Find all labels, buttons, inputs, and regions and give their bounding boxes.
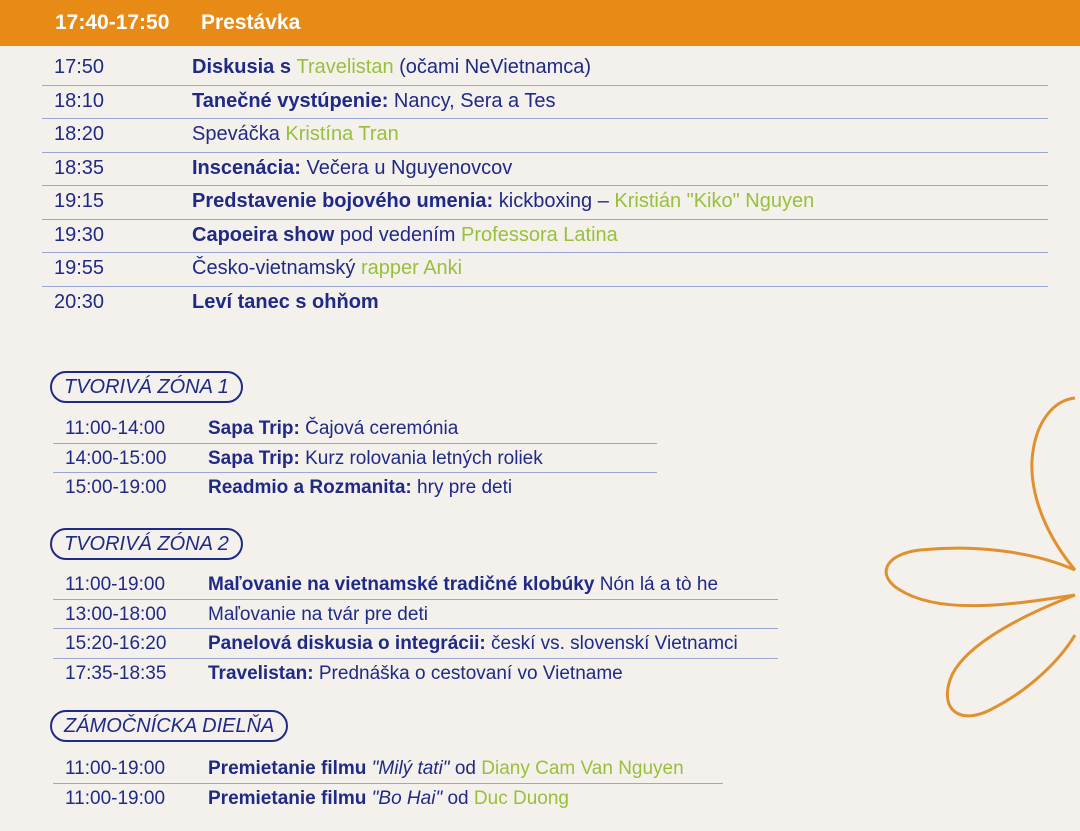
schedule-row [42, 253, 1048, 287]
zone-text-part: Prednáška o cestovaní vo Vietname [313, 662, 623, 684]
zone-time: 15:20-16:20 [65, 633, 167, 654]
flower-outline-icon [860, 380, 1080, 740]
schedule-description [192, 190, 814, 213]
schedule-description [192, 90, 555, 113]
zone-text-part: hry pre deti [411, 477, 513, 498]
zone-row [53, 570, 778, 600]
zone-text-part: Readmio a Rozmanita: [208, 477, 412, 498]
zone-description [208, 758, 684, 780]
break-label: Prestávka [201, 11, 301, 34]
zone-time: 17:35-18:35 [65, 662, 167, 684]
schedule-text-part: rapper Anki [360, 257, 463, 279]
zone-text-part: od [442, 787, 474, 809]
zone-row [53, 444, 657, 474]
zone-time: 11:00-19:00 [65, 758, 166, 779]
schedule-text-part: Diskusia s [192, 56, 297, 78]
schedule-description [192, 224, 618, 247]
zone-2-schedule [53, 570, 778, 687]
schedule-text-part: Travelistan [296, 56, 394, 78]
schedule-text-part: Predstavenie bojového umenia: [192, 190, 494, 212]
schedule-description [192, 56, 591, 79]
schedule-time: 18:35 [54, 156, 105, 179]
schedule-text-part: Professora Latina [461, 223, 618, 246]
zone-text-part: Diany Cam Van Nguyen [481, 758, 684, 779]
zone-text-part: Sapa Trip: [208, 418, 300, 439]
zone-text-part: od [449, 758, 482, 779]
zone-row [53, 754, 723, 784]
zone-text-part: Nón lá a tò he [594, 574, 719, 595]
zone-title-2: TVORIVÁ ZÓNA 2 [50, 528, 243, 560]
zone-text-part: Maľovanie na vietnamské tradičné klobúky [208, 574, 595, 595]
schedule-text-part: Capoeira show [192, 223, 335, 246]
zone-text-part: Panelová diskusia o integrácii: [208, 633, 486, 654]
zone-row [53, 414, 657, 444]
zone-text-part: Premietanie filmu [208, 787, 372, 809]
zone-description [208, 477, 512, 499]
schedule-row [42, 287, 1048, 320]
schedule-time: 17:50 [54, 56, 105, 78]
schedule-time: 19:30 [54, 223, 105, 246]
schedule-text-part: Večera u Nguyenovcov [300, 156, 513, 179]
zone-title-1: TVORIVÁ ZÓNA 1 [50, 371, 243, 403]
zone-text-part: českí vs. slovenskí Vietnamci [485, 633, 738, 654]
zone-time: 14:00-15:00 [65, 447, 167, 469]
zone-row [53, 600, 778, 630]
schedule-description [192, 257, 462, 280]
schedule-text-part: Leví tanec s ohňom [192, 290, 379, 313]
zone-row [53, 473, 657, 502]
break-time: 17:40-17:50 [55, 11, 170, 34]
schedule-time: 18:20 [54, 123, 105, 145]
zone-description [208, 604, 428, 626]
zone-time: 13:00-18:00 [65, 603, 167, 625]
schedule-description [192, 157, 512, 180]
schedule-row [42, 52, 1048, 86]
zone-description [208, 633, 738, 655]
schedule-row [42, 119, 1048, 153]
zone-text-part: Duc Duong [473, 787, 569, 809]
stage-schedule [42, 52, 1048, 319]
zone-description [208, 448, 543, 470]
zone-description [208, 788, 569, 810]
schedule-text-part: Kristína Tran [285, 123, 399, 145]
schedule-row [42, 220, 1048, 254]
zone-time: 15:00-19:00 [65, 477, 167, 498]
schedule-text-part: Česko-vietnamský [192, 257, 361, 279]
zone-text-part: Kurz rolovania letných roliek [299, 447, 543, 469]
zone-text-part: Maľovanie na tvár pre deti [208, 603, 428, 625]
zone-1-schedule [53, 414, 657, 502]
break-banner [0, 0, 1080, 46]
schedule-row [42, 186, 1048, 220]
schedule-time: 19:55 [54, 257, 105, 279]
schedule-text-part: pod vedením [334, 223, 462, 246]
zone-row [53, 629, 778, 659]
schedule-time: 18:10 [54, 89, 105, 112]
schedule-text-part: Nancy, Sera a Tes [388, 89, 556, 112]
zone-text-part: Čajová ceremónia [299, 418, 459, 439]
schedule-text-part: Inscenácia: [192, 156, 301, 179]
schedule-text-part: Kristián "Kiko" Nguyen [614, 190, 815, 212]
schedule-text-part: (očami NeVietnamca) [393, 56, 592, 78]
schedule-description [192, 291, 379, 314]
schedule-text-part: kickboxing – [493, 190, 615, 212]
schedule-description [192, 123, 399, 146]
zone-title-3: ZÁMOČNÍCKA DIELŇA [50, 710, 288, 742]
zone-time: 11:00-19:00 [65, 787, 166, 809]
zone-text-part: Sapa Trip: [208, 447, 300, 469]
zone-description [208, 574, 718, 596]
schedule-time: 20:30 [54, 290, 105, 313]
schedule-row [42, 86, 1048, 120]
zone-description [208, 663, 623, 685]
schedule-text-part: Speváčka [192, 123, 286, 145]
zone-time: 11:00-14:00 [65, 418, 166, 439]
schedule-row [42, 153, 1048, 187]
zone-3-schedule [53, 754, 723, 812]
zone-row [53, 784, 723, 813]
zone-time: 11:00-19:00 [65, 574, 166, 595]
zone-row [53, 659, 778, 688]
zone-text-part: "Bo Hai" [371, 787, 443, 809]
schedule-time: 19:15 [54, 190, 105, 212]
schedule-text-part: Tanečné vystúpenie: [192, 89, 389, 112]
zone-text-part: Premietanie filmu [208, 758, 372, 779]
zone-text-part: Travelistan: [208, 662, 314, 684]
zone-text-part: "Milý tati" [371, 758, 450, 779]
zone-description [208, 418, 458, 440]
